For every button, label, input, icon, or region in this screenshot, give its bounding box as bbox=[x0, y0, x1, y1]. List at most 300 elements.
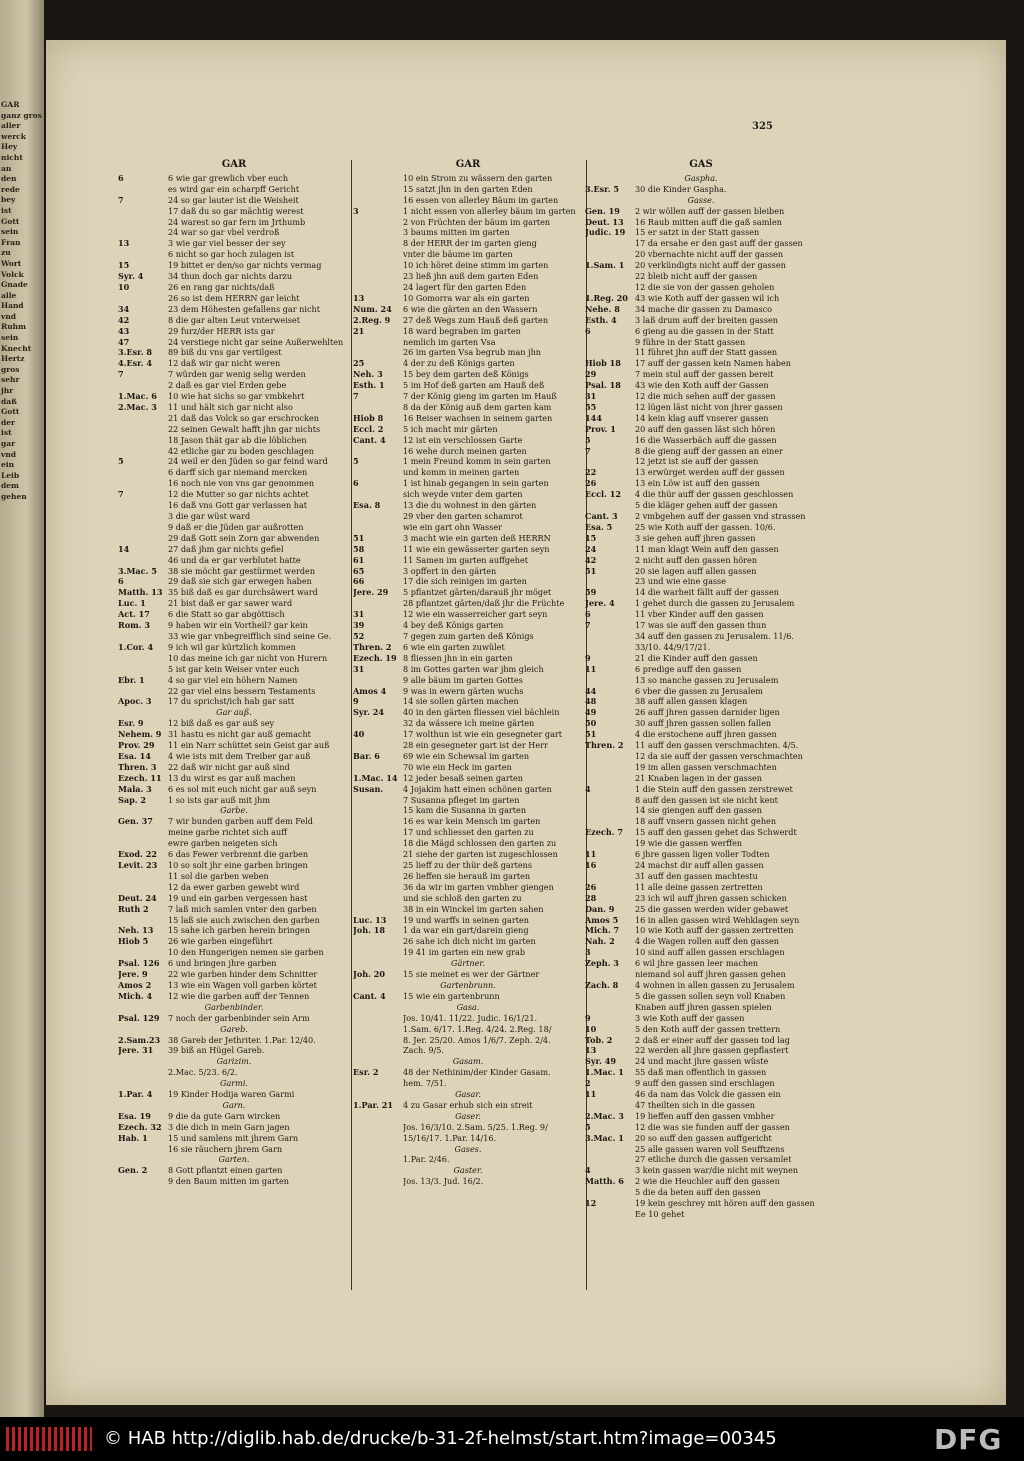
index-entry bbox=[585, 1100, 817, 1111]
entry-text: 19 kein geschrey mit hören auff den gassen bbox=[635, 1198, 815, 1209]
index-entry bbox=[118, 696, 350, 707]
index-entry bbox=[585, 1024, 817, 1035]
index-entry bbox=[353, 740, 583, 751]
index-entry bbox=[353, 675, 583, 686]
index-entry bbox=[118, 642, 350, 653]
index-entry bbox=[353, 217, 583, 228]
index-entry bbox=[585, 587, 817, 598]
bible-reference bbox=[353, 838, 403, 849]
bible-reference: Jere. 4 bbox=[585, 598, 615, 609]
bible-reference: 26 bbox=[585, 881, 597, 892]
bible-reference: Esr. 9 bbox=[118, 718, 144, 729]
index-entry bbox=[118, 631, 350, 642]
entry-heading: Gar auß. bbox=[216, 707, 252, 718]
index-entry bbox=[585, 707, 817, 718]
bible-reference: Syr. 4 bbox=[118, 271, 144, 282]
bible-reference: Cant. 4 bbox=[353, 990, 386, 1001]
bible-reference bbox=[585, 751, 635, 762]
entry-text: 17 daß du so gar mächtig werest bbox=[168, 205, 304, 216]
entry-text: 21 siehe der garten ist zugeschlossen bbox=[403, 849, 558, 860]
entry-heading: Garizim. bbox=[216, 1056, 252, 1067]
bible-reference: Ezech. 7 bbox=[585, 827, 623, 838]
bible-reference: 7 bbox=[118, 194, 124, 205]
bible-reference: 51 bbox=[353, 532, 365, 543]
entry-text: 1 nicht essen von allerley bäum im garten bbox=[403, 205, 576, 216]
bible-reference bbox=[585, 1100, 635, 1111]
index-entry bbox=[585, 380, 817, 391]
index-entry bbox=[353, 206, 583, 217]
entry-text: 89 biß du vns gar vertilgest bbox=[168, 347, 282, 358]
entry-text: 28 pflantzet gärten/daß jhr die Früchte bbox=[403, 598, 565, 609]
bible-reference: 7 bbox=[585, 620, 591, 631]
entry-text: 34 mache dir gassen zu Damasco bbox=[635, 303, 773, 314]
index-entry bbox=[353, 478, 583, 489]
bible-reference: Jere. 9 bbox=[118, 969, 148, 980]
entry-text: 10 Gomorra war als ein garten bbox=[403, 292, 530, 303]
index-entry bbox=[118, 969, 350, 980]
index-entry bbox=[585, 609, 817, 620]
fragment-word: Gnade bbox=[1, 280, 28, 290]
bible-reference: Syr. 49 bbox=[585, 1056, 616, 1067]
entry-text: 5 ich macht mir gärten bbox=[403, 423, 498, 434]
index-entry bbox=[118, 195, 350, 206]
index-entry bbox=[585, 882, 817, 893]
index-entry bbox=[118, 380, 350, 391]
fragment-word: vnd bbox=[1, 311, 17, 321]
bible-reference: Num. 24 bbox=[353, 303, 392, 314]
index-entry bbox=[585, 915, 817, 926]
index-entry bbox=[353, 446, 583, 457]
index-entry bbox=[585, 413, 817, 424]
bible-reference: 4.Esr. 4 bbox=[118, 358, 152, 369]
entry-text: 25 die gassen werden wider gebawet bbox=[635, 903, 789, 914]
bible-reference bbox=[353, 947, 403, 958]
entry-text: 38 auff allen gassen klagen bbox=[635, 696, 748, 707]
index-entry bbox=[353, 860, 583, 871]
index-entry bbox=[118, 991, 350, 1002]
index-entry bbox=[118, 206, 350, 217]
bible-reference: Thren. 2 bbox=[585, 740, 624, 751]
index-entry bbox=[585, 424, 817, 435]
index-entry bbox=[353, 620, 583, 631]
entry-text: 1 so ists gar auß mit jhm bbox=[168, 794, 270, 805]
index-entry bbox=[118, 805, 350, 816]
bible-reference: 59 bbox=[585, 587, 597, 598]
index-entry bbox=[118, 304, 350, 315]
entry-text: 19 und warffs in seinen garten bbox=[403, 914, 529, 925]
bible-reference: 65 bbox=[353, 565, 365, 576]
index-entry bbox=[118, 435, 350, 446]
bible-reference bbox=[353, 1122, 403, 1133]
bible-reference: 6 bbox=[585, 325, 591, 336]
bible-reference: Psal. 18 bbox=[585, 380, 621, 391]
bible-reference: Esr. 2 bbox=[353, 1067, 379, 1078]
bible-reference bbox=[118, 249, 168, 260]
index-entry bbox=[353, 576, 583, 587]
index-entry bbox=[585, 555, 817, 566]
index-entry bbox=[118, 511, 350, 522]
entry-text: 6 die Statt so gar abgöttisch bbox=[168, 609, 285, 620]
entry-text: 6 nicht so gar hoch zulagen ist bbox=[168, 249, 295, 260]
bible-reference bbox=[118, 915, 168, 926]
entry-text: 17 auff der gassen kein Namen haben bbox=[635, 358, 791, 369]
entry-text: 12 daß wir gar nicht weren bbox=[168, 358, 281, 369]
index-entry bbox=[353, 696, 583, 707]
index-entry bbox=[585, 206, 817, 217]
index-entry bbox=[585, 642, 817, 653]
bible-reference bbox=[118, 533, 168, 544]
index-entry bbox=[353, 653, 583, 664]
bible-reference: Zeph. 3 bbox=[585, 958, 619, 969]
index-entry bbox=[585, 740, 817, 751]
bible-reference: Nehe. 8 bbox=[585, 303, 620, 314]
entry-text: 32 da wässere ich meine gärten bbox=[403, 718, 535, 729]
entry-text: 4 wohnen in allen gassen zu Jerusalem bbox=[635, 979, 795, 990]
entry-text: 3 laß drum auff der breiten gassen bbox=[635, 314, 778, 325]
index-entry bbox=[118, 1013, 350, 1024]
entry-text: 3 wie gar viel besser der sey bbox=[168, 238, 286, 249]
entry-text: 31 hastu es nicht gar auß gemacht bbox=[168, 729, 311, 740]
index-column-3 bbox=[585, 160, 817, 1220]
entry-text: 11 Samen im garten auffgehet bbox=[403, 554, 529, 565]
index-entry bbox=[353, 566, 583, 577]
entry-text: 17 du sprichst/ich hab gar satt bbox=[168, 696, 295, 707]
bible-reference: Ebr. 1 bbox=[118, 674, 145, 685]
entry-text: 43 wie den Koth auff der Gassen bbox=[635, 380, 769, 391]
bible-reference: Mich. 7 bbox=[585, 925, 620, 936]
bible-reference: 15 bbox=[118, 260, 130, 271]
bible-reference: Joh. 18 bbox=[353, 925, 386, 936]
index-entry bbox=[118, 1100, 350, 1111]
fragment-word: rede bbox=[1, 184, 20, 194]
bible-reference bbox=[585, 347, 635, 358]
index-entry bbox=[353, 751, 583, 762]
fragment-word: Fran bbox=[1, 237, 21, 247]
fragment-word: jhr bbox=[1, 386, 14, 396]
index-entry bbox=[118, 795, 350, 806]
entry-text: 9 führe in der Statt gassen bbox=[635, 336, 746, 347]
entry-text: 15 und samlens mit jhrem Garn bbox=[168, 1132, 299, 1143]
entry-text: 2 daß er einer auff der gassen tod lag bbox=[635, 1034, 790, 1045]
entry-text: 9 daß er die Jüden gar außrotten bbox=[168, 521, 304, 532]
entry-text: 4 wie ists mit dem Treiber gar auß bbox=[168, 750, 311, 761]
index-entry bbox=[585, 784, 817, 795]
bible-reference: Matth. 6 bbox=[585, 1176, 624, 1187]
index-entry bbox=[585, 849, 817, 860]
entry-heading: Gaspha. bbox=[684, 172, 718, 183]
index-entry bbox=[353, 882, 583, 893]
bible-reference bbox=[353, 893, 403, 904]
entry-text: 24 weil er den Jüden so gar feind ward bbox=[168, 456, 328, 467]
previous-page-text-fragments bbox=[0, 0, 44, 503]
bible-reference: Amos 4 bbox=[353, 685, 387, 696]
bible-reference: Act. 17 bbox=[118, 609, 150, 620]
index-entry bbox=[118, 1154, 350, 1165]
entry-text: 12 ist ein verschlossen Garte bbox=[403, 434, 523, 445]
bible-reference: Esa. 5 bbox=[585, 521, 613, 532]
index-entry bbox=[353, 435, 583, 446]
bible-reference: Cant. 4 bbox=[353, 434, 386, 445]
index-entry bbox=[585, 925, 817, 936]
fragment-word: werck bbox=[1, 131, 26, 141]
entry-text: 1 die Stein auff den gassen zerstrewet bbox=[635, 783, 793, 794]
bible-reference: 31 bbox=[353, 609, 365, 620]
index-entry bbox=[585, 293, 817, 304]
fragment-word: Gott bbox=[1, 407, 20, 417]
index-entry bbox=[353, 827, 583, 838]
entry-text: 8 da der König auß dem garten kam bbox=[403, 401, 552, 412]
entry-heading: Gasse. bbox=[687, 194, 715, 205]
entry-text: 13 so manche gassen zu Jerusalem bbox=[635, 674, 779, 685]
bible-reference: 48 bbox=[585, 696, 597, 707]
index-entry bbox=[585, 653, 817, 664]
entry-text: Jos. 16/3/10. 2.Sam. 5/25. 1.Reg. 9/ bbox=[403, 1121, 548, 1132]
bible-reference bbox=[118, 293, 168, 304]
bible-reference: 13 bbox=[353, 292, 365, 303]
index-entry bbox=[353, 402, 583, 413]
entry-text: 16 noch nie von vns gar genommen bbox=[168, 478, 315, 489]
bible-reference: 49 bbox=[585, 707, 597, 718]
bible-reference: 51 bbox=[585, 565, 597, 576]
bible-reference: Cant. 3 bbox=[585, 511, 618, 521]
bible-reference bbox=[353, 1013, 403, 1024]
bible-reference: 13 bbox=[585, 1045, 597, 1056]
index-entry bbox=[585, 347, 817, 358]
entry-text: 13 wie ein Wagen voll garben körtet bbox=[168, 979, 317, 990]
index-entry bbox=[353, 249, 583, 260]
entry-text: 18 auff vnsern gassen nicht gehen bbox=[635, 816, 777, 827]
fragment-word: zu bbox=[1, 248, 11, 258]
bible-reference bbox=[353, 827, 403, 838]
index-entry bbox=[585, 762, 817, 773]
bible-reference bbox=[585, 805, 635, 816]
bible-reference: 26 bbox=[585, 478, 597, 489]
entry-text: 11 wie ein gewässerter garten seyn bbox=[403, 543, 550, 554]
entry-text: 6 es sol mit euch nicht gar auß seyn bbox=[168, 783, 317, 794]
entry-text: 18 ward begraben im garten bbox=[403, 325, 521, 336]
fragment-word: sehr bbox=[1, 375, 20, 385]
index-entry bbox=[118, 827, 350, 838]
bible-reference: Susan. bbox=[353, 783, 384, 794]
index-entry bbox=[353, 1002, 583, 1013]
entry-text: 9 auff den gassen sind erschlagen bbox=[635, 1078, 775, 1089]
bible-reference bbox=[585, 456, 635, 467]
fragment-word: alle bbox=[1, 290, 17, 300]
index-entry bbox=[118, 1144, 350, 1155]
bible-reference: Apoc. 3 bbox=[118, 696, 152, 707]
entry-text: 38 Gareb der Jethriter. 1.Par. 12/40. bbox=[168, 1034, 316, 1045]
entry-text: 11 alle deine gassen zertretten bbox=[635, 881, 763, 892]
index-entry bbox=[118, 555, 350, 566]
bible-reference: 34 bbox=[118, 303, 130, 314]
fragment-word: an bbox=[1, 163, 12, 173]
entry-text: 12 die Mutter so gar nichts achtet bbox=[168, 489, 309, 500]
bible-reference: 2.Reg. 9 bbox=[353, 314, 391, 325]
index-entry bbox=[585, 304, 817, 315]
entry-text: vnter die bäume im garten bbox=[403, 249, 513, 260]
index-entry bbox=[118, 424, 350, 435]
index-entry bbox=[585, 238, 817, 249]
index-entry bbox=[585, 664, 817, 675]
index-entry bbox=[353, 282, 583, 293]
index-entry bbox=[353, 936, 583, 947]
bible-reference bbox=[118, 653, 168, 664]
index-entry bbox=[585, 1133, 817, 1144]
entry-text: 17 wolthun ist wie ein gesegneter gart bbox=[403, 729, 563, 740]
entry-text: 15 auff den gassen gehet das Schwerdt bbox=[635, 827, 797, 838]
fragment-word: Leib bbox=[1, 470, 20, 480]
entry-text: 24 lagert für den garten Eden bbox=[403, 281, 527, 292]
index-entry bbox=[118, 337, 350, 348]
entry-text: 55 daß man offentlich in gassen bbox=[635, 1067, 767, 1078]
bible-reference: Prov. 1 bbox=[585, 423, 616, 434]
entry-heading: Gaser. bbox=[455, 1110, 481, 1121]
fragment-word: ganz gros bbox=[1, 110, 42, 120]
bible-reference bbox=[118, 184, 168, 195]
index-entry bbox=[585, 631, 817, 642]
entry-text: 24 so gar lauter ist die Weisheit bbox=[168, 194, 299, 205]
entry-text: 12 jeder besaß seinen garten bbox=[403, 772, 523, 783]
index-entry bbox=[118, 456, 350, 467]
entry-text: 1.Sam. 6/17. 1.Reg. 4/24. 2.Reg. 18/ bbox=[403, 1023, 552, 1034]
index-entry bbox=[585, 969, 817, 980]
index-entry bbox=[353, 1122, 583, 1133]
entry-text: 35 biß daß es gar durchsäwert ward bbox=[168, 587, 318, 598]
bible-reference: 4 bbox=[585, 783, 591, 794]
index-entry bbox=[585, 1165, 817, 1176]
index-entry bbox=[118, 1056, 350, 1067]
entry-text: 24 und macht jhre gassen wüste bbox=[635, 1056, 769, 1067]
bible-reference bbox=[118, 827, 168, 838]
entry-text: 26 en rang gar nichts/daß bbox=[168, 281, 275, 292]
index-entry bbox=[118, 315, 350, 326]
bible-reference bbox=[585, 1187, 635, 1198]
bible-reference: Esth. 4 bbox=[585, 314, 617, 325]
entry-text: 19 bittet er den/so gar nichts vermag bbox=[168, 260, 322, 271]
hab-logo-icon bbox=[6, 1427, 92, 1451]
bible-reference: 6 bbox=[118, 576, 124, 587]
bible-reference bbox=[585, 1209, 635, 1220]
bible-reference: 5 bbox=[585, 434, 591, 445]
index-entry bbox=[585, 773, 817, 784]
fragment-word: Gott bbox=[1, 216, 20, 226]
index-entry bbox=[118, 544, 350, 555]
bible-reference bbox=[118, 522, 168, 533]
entry-text: 24 war so gar vbel verdroß bbox=[168, 227, 280, 238]
index-entry bbox=[353, 1144, 583, 1155]
entry-text: 38 in ein Winckel im garten sahen bbox=[403, 903, 544, 914]
index-entry bbox=[118, 1165, 350, 1176]
page-325 bbox=[46, 40, 1006, 1405]
bible-reference bbox=[353, 260, 403, 271]
index-entry bbox=[353, 784, 583, 795]
index-entry bbox=[353, 795, 583, 806]
bible-reference bbox=[353, 489, 403, 500]
entry-text: 29 daß sie sich gar erwegen haben bbox=[168, 576, 312, 587]
bible-reference: 1.Par. 4 bbox=[118, 1089, 153, 1100]
bible-reference bbox=[118, 446, 168, 457]
entry-text: 6 predige auff den gassen bbox=[635, 663, 742, 674]
entry-text: 3 macht wie ein garten deß HERRN bbox=[403, 532, 551, 543]
entry-text: 6 jhre gassen ligen voller Todten bbox=[635, 849, 770, 860]
bible-reference: 21 bbox=[353, 325, 365, 336]
bible-reference bbox=[118, 1144, 168, 1155]
bible-reference bbox=[585, 675, 635, 686]
index-entry bbox=[118, 249, 350, 260]
entry-text: 4 Jojakim hatt einen schönen garten bbox=[403, 783, 552, 794]
entry-text: 6 vber die gassen zu Jerusalem bbox=[635, 685, 763, 696]
index-entry bbox=[353, 915, 583, 926]
entry-text: 26 lieffen sie herauß im garten bbox=[403, 870, 531, 881]
fragment-word: aller bbox=[1, 121, 21, 131]
index-entry bbox=[353, 838, 583, 849]
bible-reference: 3 bbox=[353, 205, 359, 216]
entry-text: 18 die Mägd schlossen den garten zu bbox=[403, 838, 557, 849]
entry-heading: Gareb. bbox=[220, 1023, 248, 1034]
index-entry bbox=[353, 391, 583, 402]
index-entry bbox=[353, 729, 583, 740]
entry-text: 2 von Früchten der bäum im garten bbox=[403, 216, 551, 227]
entry-text: 13 du wirst es gar auß machen bbox=[168, 772, 296, 783]
bible-reference: Joh. 20 bbox=[353, 969, 386, 980]
entry-text: 13 erwürget werden auff der gassen bbox=[635, 467, 785, 478]
index-entry bbox=[353, 511, 583, 522]
index-entry bbox=[353, 293, 583, 304]
bible-reference: 66 bbox=[353, 576, 365, 587]
bible-reference: Deut. 13 bbox=[585, 216, 624, 227]
bible-reference: 4 bbox=[585, 1165, 591, 1176]
index-entry bbox=[118, 1024, 350, 1035]
entry-text: 5 die gassen sollen seyn voll Knaben bbox=[635, 990, 786, 1001]
index-entry bbox=[353, 816, 583, 827]
fragment-word: bey bbox=[1, 195, 16, 205]
bible-reference bbox=[118, 467, 168, 478]
entry-text: 14 kein klag auff vnserer gassen bbox=[635, 412, 769, 423]
entry-text: 20 so auff den gassen auffgericht bbox=[635, 1132, 772, 1143]
entry-text: 16 Raub mitten auff die gaß samlen bbox=[635, 216, 783, 227]
index-entry bbox=[353, 195, 583, 206]
entry-text: 29 vber den garten schamrot bbox=[403, 511, 523, 521]
index-entry bbox=[585, 1035, 817, 1046]
index-entry bbox=[118, 1035, 350, 1046]
entry-text: 2 wir wöllen auff der gassen bleiben bbox=[635, 205, 785, 216]
index-entry bbox=[585, 904, 817, 915]
entry-text: 19 im allen gassen verschmachten bbox=[635, 761, 777, 772]
index-entry bbox=[585, 326, 817, 337]
index-entry bbox=[118, 904, 350, 915]
entry-text: 33/10. 44/9/17/21. bbox=[635, 641, 711, 652]
entry-text: 12 die mich sehen auff der gassen bbox=[635, 391, 776, 402]
index-entry bbox=[585, 936, 817, 947]
entry-text: 19 41 im garten ein new grab bbox=[403, 947, 526, 958]
index-entry bbox=[118, 718, 350, 729]
bible-reference: 9 bbox=[585, 1012, 591, 1023]
bible-reference bbox=[118, 478, 168, 489]
bible-reference: Prov. 29 bbox=[118, 740, 155, 751]
copyright-url[interactable]: © HAB http://diglib.hab.de/drucke/b-31-2f-helmst/start.htm?image=00345 bbox=[104, 1428, 777, 1449]
index-entry bbox=[353, 664, 583, 675]
index-entry bbox=[353, 413, 583, 424]
entry-text: 8 auff den gassen ist sie nicht kent bbox=[635, 794, 778, 805]
bible-reference bbox=[353, 511, 403, 522]
bible-reference: 9 bbox=[585, 652, 591, 663]
entry-text: 30 auff jhren gassen sollen fallen bbox=[635, 718, 772, 729]
bible-reference bbox=[118, 838, 168, 849]
fragment-word: Hand bbox=[1, 301, 24, 311]
entry-text: 15 wie ein gartenbrunn bbox=[403, 990, 500, 1001]
index-entry bbox=[118, 1045, 350, 1056]
bible-reference bbox=[585, 838, 635, 849]
